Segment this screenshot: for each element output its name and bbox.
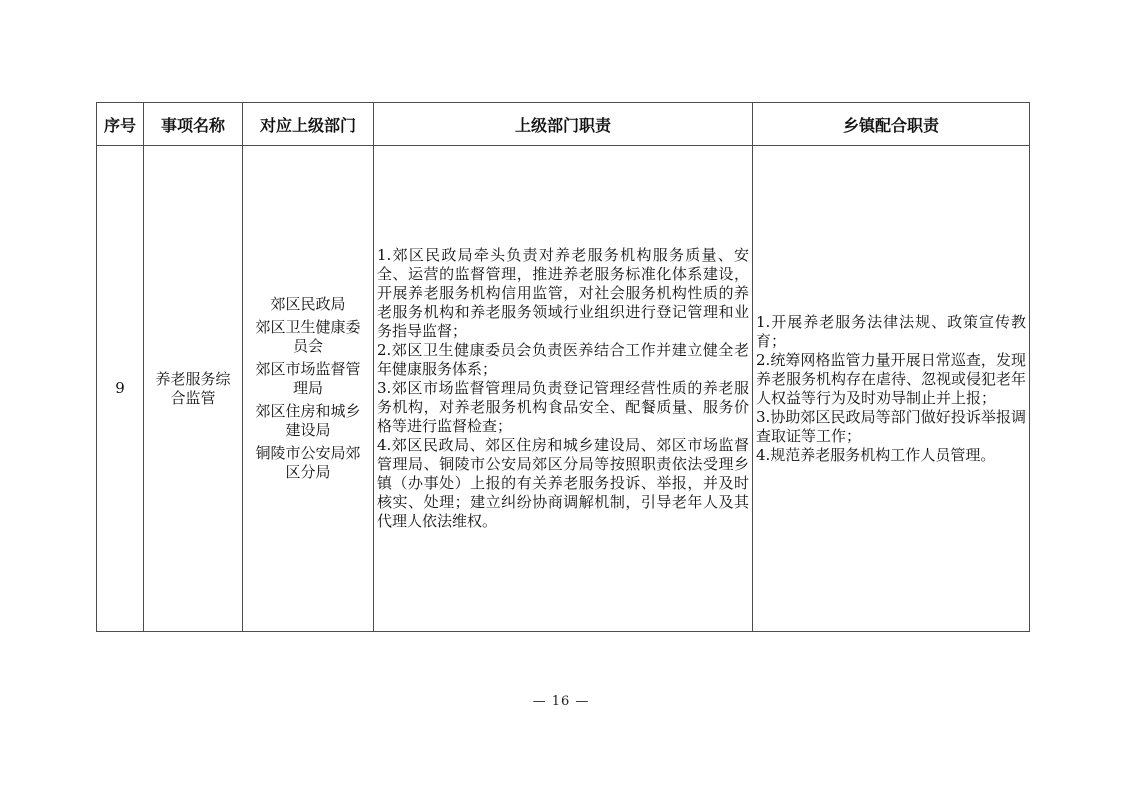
township-duty-item: 2.统筹网格监管力量开展日常巡查，发现养老服务机构存在虐待、忽视或侵犯老年人权益等行为及时劝导制止并上报； — [756, 350, 1027, 407]
superior-duty-item: 4.郊区民政局、郊区住房和城乡建设局、郊区市场监督管理局、铜陵市公安局郊区分局等按照职责依法受理乡镇（办事处）上报的有关养老服务投诉、举报，并及时核实、处理；建立纠纷协商调解机制，引导老年人及其代理人依法维权。 — [377, 436, 749, 530]
cell-seq-number: 9 — [97, 146, 144, 632]
table-header-row — [97, 103, 1030, 146]
col-header-item-name: 事项名称 — [144, 103, 243, 146]
department-name: 铜陵市公安局郊区分局 — [255, 444, 361, 481]
department-name: 郊区卫生健康委员会 — [255, 318, 361, 355]
superior-duty-item: 2.郊区卫生健康委员会负责医养结合工作并建立健全老年健康服务体系； — [377, 341, 749, 378]
department-name: 郊区民政局 — [270, 295, 346, 313]
superior-duty-item: 1.郊区民政局牵头负责对养老服务机构服务质量、安全、运营的监督管理，推进养老服务标准化体系建设，开展养老服务机构信用监管，对社会服务机构性质的养老服务机构和养老服务领域行业组织进行登记管理和业务指导监督； — [377, 246, 749, 340]
page-number: — 16 — — [532, 694, 590, 709]
township-duty-item: 4.规范养老服务机构工作人员管理。 — [756, 445, 996, 464]
col-header-superior-duties: 上级部门职责 — [374, 103, 753, 146]
col-header-township-duties: 乡镇配合职责 — [753, 103, 1030, 146]
cell-item-name: 养老服务综合监管 — [144, 146, 243, 632]
col-header-departments: 对应上级部门 — [243, 103, 374, 146]
responsibility-table — [96, 102, 1030, 632]
township-duty-item: 1.开展养老服务法律法规、政策宣传教育； — [756, 312, 1026, 350]
cell-township-duties — [753, 146, 1030, 632]
department-name: 郊区市场监督管理局 — [255, 360, 361, 397]
department-name: 郊区住房和城乡建设局 — [255, 402, 361, 439]
cell-superior-duties — [374, 146, 753, 632]
col-header-seq: 序号 — [97, 103, 144, 146]
superior-duty-item: 3.郊区市场监督管理局负责登记管理经营性质的养老服务机构，对养老服务机构食品安全、配餐质量、服务价格等进行监督检查； — [377, 379, 749, 435]
cell-departments — [243, 146, 374, 632]
table-row — [97, 146, 1030, 632]
township-duty-item: 3.协助郊区民政局等部门做好投诉举报调查取证等工作； — [756, 407, 1026, 445]
